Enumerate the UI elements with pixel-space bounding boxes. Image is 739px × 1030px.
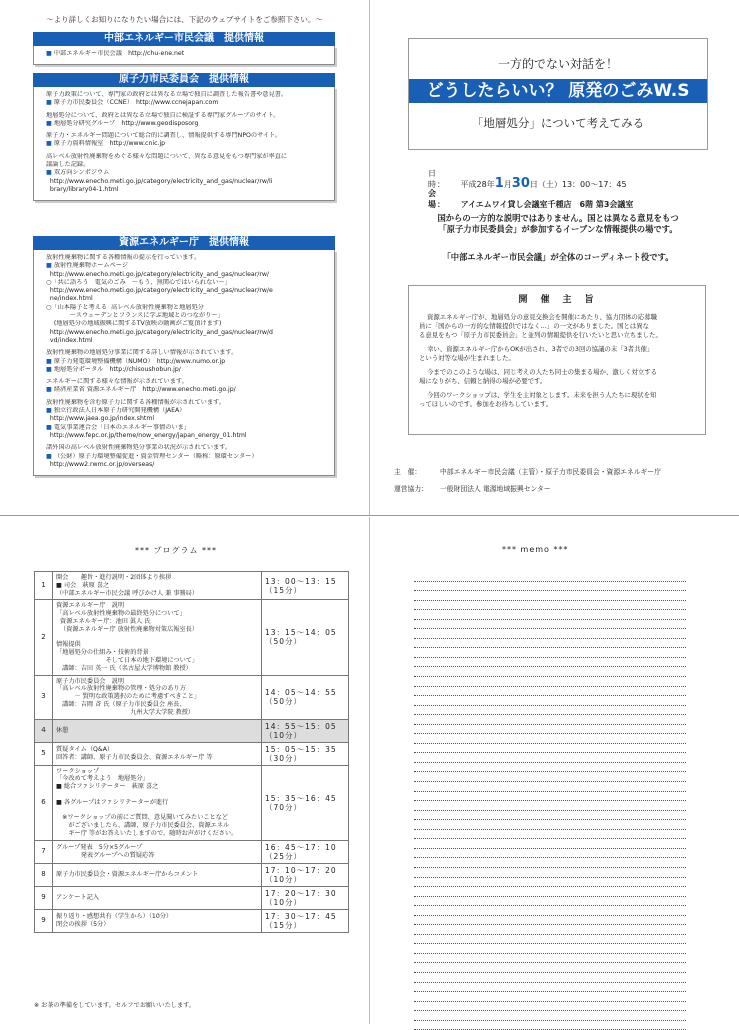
time-range: 13：00～13：15: [265, 576, 337, 586]
info-section-ccne: [33, 73, 335, 201]
memo-line: [414, 715, 686, 725]
program-row: [35, 600, 349, 675]
program-line: 回答者：講師、原子力市民委員会、資源エネルギー庁 等: [56, 753, 213, 761]
purpose-paragraph: 今までのこのような場は、同じ考えの人たち同士の集まる場か、激しく対立する 場になりがち、信頼と納得の場が必要です。: [419, 368, 658, 385]
program-row: [35, 863, 349, 886]
duration: （50分）: [265, 697, 303, 707]
memo-line: [414, 782, 686, 792]
resource-link: ■ 独立行政法人日本原子力研究開発機構（JAEA）: [46, 407, 326, 415]
memo-line: [414, 839, 686, 849]
program-line: ギー庁 等がお答えいたしますので、随時お声がけください。: [56, 829, 238, 837]
resource-link: ■ 放射性廃棄物ホームページ: [46, 262, 326, 270]
memo-line: [414, 763, 686, 773]
duration: （50分）: [265, 637, 303, 647]
program-line: がございましたら、講師、原子力市民委員会、資源エネル: [56, 822, 230, 830]
memo-line: [414, 658, 686, 668]
memo-line: [414, 687, 686, 697]
memo-line: [414, 906, 686, 916]
time-range: 15：35～16：45: [265, 793, 337, 803]
program-line: ■ 司会 萩原 喜之: [56, 581, 110, 589]
info-line: http://www2.rwmc.or.jp/overseas/: [46, 460, 155, 468]
info-line: http://www.enecho.meti.go.jp/category/electricity_and_gas/nuclear/rw/: [46, 270, 270, 278]
resource-link: ■ （公財）原子力環境整備促進・資金管理センター（略称：原環センター）: [46, 453, 326, 461]
info-line: http://www.enecho.meti.go.jp/category/electricity_and_gas/nuclear/rw/d: [46, 328, 273, 336]
info-line: brary/library04-1.html: [46, 185, 119, 193]
memo-line: [414, 572, 686, 582]
program-line: [56, 634, 258, 642]
memo-line: [414, 858, 686, 868]
duration: （10分）: [265, 897, 303, 907]
info-section-chubu: [33, 32, 335, 65]
memo-line: [414, 811, 686, 821]
fold-line: [369, 517, 370, 1024]
program-number: 9: [35, 909, 53, 932]
info-line: 原子力・エネルギー問題について総合的に調査し、情報提供する専門NPOのサイト。: [46, 132, 281, 140]
event-subtitle: 「地層処分」について考えてみる: [471, 116, 645, 130]
program-row: [35, 742, 349, 765]
program-line: グループ発表 5分×5グループ: [56, 843, 143, 851]
duration: （15分）: [265, 585, 303, 595]
duration: （15分）: [265, 920, 303, 930]
info-line: ○「共に語ろう 電気のごみ ～もう、無関心ではいられない～」: [46, 278, 231, 286]
program-number: 1: [35, 572, 53, 600]
info-line: 原子力政策について、専門家の政府とは異なる立場で独自に調査した報告書や意見書。: [46, 91, 288, 98]
time-range: 16：45～17：10: [265, 842, 337, 852]
program-number: 2: [35, 600, 53, 675]
program-content: [53, 863, 262, 886]
program-content: [53, 675, 262, 719]
program-number: 7: [35, 840, 53, 863]
purpose-box: [408, 285, 706, 435]
program-line: （中部エネルギー市民会議 呼びかけ人 兼 事務局）: [56, 589, 199, 597]
memo-line: [414, 849, 686, 859]
program-time: [262, 719, 349, 742]
program-time: [262, 600, 349, 675]
purpose-heading: 開 催 主 旨: [518, 295, 596, 305]
program-row: [35, 909, 349, 932]
purpose-paragraph: 幸い、資源エネルギー庁からOKが出され、3者での3回の協議の末「3者共催」 という対等な場が生まれました。: [419, 345, 654, 362]
program-line: 九州大学大学院 教授）: [56, 708, 195, 716]
duration: （70分）: [265, 802, 303, 812]
memo-line: [414, 706, 686, 716]
event-title-box: [408, 38, 708, 150]
memo-line: [414, 963, 686, 973]
memo-line: [414, 1011, 686, 1021]
memo-lines: [414, 572, 686, 1030]
info-line: http://www.enecho.meti.go.jp/category/electricity_and_gas/nuclear/rw/e: [46, 287, 273, 295]
time-range: 17：20～17：30: [265, 888, 337, 898]
info-line: http://www.jaea.go.jp/index.shtml: [46, 415, 155, 423]
cooperation: 運営協力： 一般財団法人 電源地域振興センター: [394, 485, 551, 493]
info-line: 放射性廃棄物を含む原子力に関する各種情報が示されています。: [46, 398, 225, 406]
info-line: http://www.fepc.or.jp/theme/now_energy/japan_energy_01.html: [46, 431, 247, 439]
memo-line: [414, 744, 686, 754]
program-line: ※ワークショップの前にご質問、意見聞いてみたいことなど: [56, 814, 229, 822]
program-number: 3: [35, 675, 53, 719]
program-row: [35, 572, 349, 600]
event-venue: 会 場： アイエムワイ貸し会議室千種店 6階 第3会議室: [428, 189, 634, 209]
program-line: 講師：吉岡 斉 氏（原子力市民委員会 座長、: [56, 700, 186, 708]
footnote: ※ お茶の準備をしています。セルフでお願いいたします。: [34, 1002, 196, 1009]
section-title: 原子力市民委員会 提供情報: [33, 73, 335, 87]
program-row: [35, 765, 349, 840]
section-body: [33, 250, 335, 476]
program-line: 講師：吉田 英一 氏（名古屋大学博物館 教授）: [56, 664, 192, 672]
resource-link: ■ 原子力資料情報室 http://www.cnic.jp: [46, 140, 326, 148]
section-title: 中部エネルギー市民会議 提供情報: [33, 32, 335, 46]
time-range: 17：10～17：20: [265, 865, 337, 875]
resource-link: ■ 地層処分ポータル http://chisoushobun.jp/: [46, 366, 326, 374]
memo-line: [414, 667, 686, 677]
program-line: 開会 趣旨・進行説明・2団体より挨拶: [56, 574, 172, 581]
info-line: ○「山本陽子と考える 高レベル放射性廃棄物と地層処分: [46, 303, 204, 311]
time-range: 17：30～17：45: [265, 911, 337, 921]
event-date: 日 時： 平成28年1月30日（土）13：00～17：45: [428, 169, 627, 191]
organizers: 主 催： 中部エネルギー市民会議（主管）・原子力市民委員会・資源エネルギー庁: [394, 468, 661, 476]
duration: （25分）: [265, 851, 303, 861]
memo-line: [414, 1002, 686, 1012]
memo-line: [414, 734, 686, 744]
memo-line: [414, 792, 686, 802]
memo-line: [414, 820, 686, 830]
program-line: ■ 総合ファシリテーター 萩原 喜之: [56, 783, 159, 791]
info-line: 放射性廃棄物に関する各種情報の提示を行っています。: [46, 254, 201, 261]
memo-line: [414, 648, 686, 658]
memo-line: [414, 620, 686, 630]
program-row: [35, 840, 349, 863]
duration: （10分）: [265, 730, 303, 740]
program-content: [53, 572, 262, 600]
memo-line: [414, 1021, 686, 1030]
fold-line: [369, 0, 370, 515]
memo-line: [414, 992, 686, 1002]
info-line: (地層処分の地域振興に関するTV放映の動画がご覧頂けます): [46, 320, 222, 328]
program-line: 「今改めて考えよう 地層処分」: [56, 775, 149, 783]
event-title: どうしたらいい？ 原発のごみW.S: [409, 79, 707, 103]
program-number: 5: [35, 742, 53, 765]
time-range: 14：55～15：05: [265, 721, 337, 731]
memo-line: [414, 916, 686, 926]
section-body: [33, 46, 335, 65]
memo-line: [414, 677, 686, 687]
memo-line: [414, 935, 686, 945]
memo-line: [414, 801, 686, 811]
memo-line: [414, 944, 686, 954]
intro-text: ～より詳しくお知りになりたい場合には、下記のウェブサイトをご参照下さい。～: [46, 15, 323, 24]
program-number: 8: [35, 863, 53, 886]
program-time: [262, 765, 349, 840]
info-line: 放射性廃棄物の地層処分事業に関する詳しい情報が示されています。: [46, 349, 238, 357]
program-line: 情報提供: [56, 641, 81, 649]
memo-line: [414, 887, 686, 897]
program-line: 原子力市民委員会・資源エネルギー庁からコメント: [56, 870, 199, 878]
program-line: 振り返り・感想共有（学生から）（10分）: [56, 912, 173, 920]
memo-line: [414, 868, 686, 878]
memo-line: [414, 772, 686, 782]
program-number: 4: [35, 719, 53, 742]
memo-line: [414, 629, 686, 639]
program-time: [262, 886, 349, 909]
resource-link: ■ 経済産業省 資源エネルギー庁 http://www.enecho.meti.go.jp/: [46, 386, 326, 394]
program-number: 6: [35, 765, 53, 840]
program-time: [262, 909, 349, 932]
purpose-paragraph: 今回のワークショップは、学生を主対象とします。未来を担う人たちに現状を知 ってほしいのです。参加をお待ちしています。: [419, 391, 657, 408]
section-title: 資源エネルギー庁 提供情報: [33, 236, 335, 250]
memo-line: [414, 925, 686, 935]
program-content: [53, 840, 262, 863]
program-time: [262, 863, 349, 886]
resource-link: ■ 電気事業連合会「日本のエネルギー事情のいま」: [46, 424, 326, 432]
lead-text: 国からの一方的な説明ではありません。国とは異なる意見をもつ 「原子力市民委員会」が参加するイーブンな情報提供の場です。: [437, 213, 679, 234]
info-line: 諸外国の高レベル放射性廃棄物処分事業の状況が示されています。: [46, 444, 232, 452]
memo-line: [414, 973, 686, 983]
program-line: 休憩: [56, 726, 69, 734]
coordinator-text: 「中部エネルギー市民会議」が全体のコーディネート役です。: [442, 252, 674, 262]
info-section-enecho: [33, 236, 335, 476]
memo-line: [414, 582, 686, 592]
catch-copy: 一方的でない対話を！: [497, 57, 618, 71]
program-table: [34, 571, 349, 933]
program-number: 9: [35, 886, 53, 909]
program-line: 資源エネルギー庁：池田 眞人 氏: [56, 617, 151, 625]
program-line: ■ 各グループはファシリテーターが進行: [56, 798, 169, 806]
program-row: [35, 719, 349, 742]
info-line: 議論した記録。: [46, 161, 90, 169]
info-line: 高レベル放射性廃棄物をめぐる様々な問題について、異なる意見をもつ専門家が率直に: [46, 152, 288, 160]
memo-line: [414, 696, 686, 706]
resource-link: ■ 地層処分研究グループ http://www.geodisposorg: [46, 120, 326, 128]
memo-line: [414, 753, 686, 763]
program-line: 「高レベル放射性廃棄物の最終処分について」: [56, 610, 186, 618]
memo-line: [414, 591, 686, 601]
program-content: [53, 600, 262, 675]
program-line: 発表グループへの質疑応答: [56, 851, 155, 859]
program-line: 資源エネルギー庁 説明: [56, 602, 125, 610]
program-line: （資源エネルギー庁 放射性廃棄物対策広報室長）: [56, 625, 199, 633]
info-line: http://www.enecho.meti.go.jp/category/electricity_and_gas/nuclear/rw/li: [46, 177, 273, 185]
program-time: [262, 840, 349, 863]
info-line: 地層処分について、政府とは異なる立場で独自に検証する専門家グループのサイト。: [46, 111, 280, 119]
memo-heading: *** memo ***: [502, 545, 569, 554]
program-line: 「地層処分の仕組み・技術的背景: [56, 649, 149, 657]
program-content: [53, 909, 262, 932]
time-range: 14：05～14：55: [265, 688, 337, 698]
memo-line: [414, 878, 686, 888]
program-time: [262, 572, 349, 600]
memo-line: [414, 725, 686, 735]
program-line: 原子力市民委員会 説明: [56, 677, 125, 685]
program-line: [56, 791, 258, 799]
program-line: ワークショップ: [56, 767, 100, 775]
memo-line: [414, 954, 686, 964]
resource-link: ■ 中部エネルギー市民会議 http://chu-ene.net: [46, 50, 326, 58]
duration: （10分）: [265, 874, 303, 884]
program-line: 「高レベル放射性廃棄物の管理・処分のあり方: [56, 685, 186, 693]
resource-link: ■ 双方向シンポジウム: [46, 169, 326, 177]
memo-line: [414, 610, 686, 620]
section-body: [33, 87, 335, 201]
program-line: 質疑タイム（Q&A）: [56, 745, 114, 753]
duration: （30分）: [265, 753, 303, 763]
program-line: 閉会の挨拶（5分）: [56, 920, 110, 928]
memo-line: [414, 639, 686, 649]
program-row: [35, 886, 349, 909]
program-content: [53, 765, 262, 840]
program-time: [262, 742, 349, 765]
info-line: ne/index.html: [46, 295, 93, 303]
info-line: vd/index.html: [46, 336, 93, 344]
memo-line: [414, 983, 686, 993]
memo-line: [414, 601, 686, 611]
program-row: [35, 675, 349, 719]
program-content: [53, 886, 262, 909]
info-line: エネルギーに関する様々な情報が示されています。: [46, 378, 188, 386]
program-heading: *** プログラム ***: [135, 546, 218, 555]
program-line: そして日本の地下環境について」: [56, 656, 199, 664]
time-range: 13：15～14：05: [265, 628, 337, 638]
program-content: [53, 742, 262, 765]
program-line: アンケート記入: [56, 893, 99, 901]
info-line: ～スウェーデンとフランスに学ぶ地域とのつながり～」: [46, 312, 224, 320]
purpose-paragraph: 資源エネルギー庁が、地層処分の意見交換会を開催にあたり、協力団体の応募職 員に「国からの一方的な情報提供ではなく…」の一文がありました。国とは異な る意見をもつ「原子力市民委員会」と並列の情報提供を行いたいと思い立ちました。: [419, 313, 662, 339]
program-line: － 賢明な政策選択のために考慮すべきこと」: [56, 693, 201, 701]
program-content: [53, 719, 262, 742]
resource-link: ■ 原子力市民委員会（CCNE） http://www.ccnejapan.com: [46, 99, 326, 107]
program-time: [262, 675, 349, 719]
memo-line: [414, 830, 686, 840]
resource-link: ■ 原子力発電環境整備機構（NUMO） http://www.numo.or.jp: [46, 358, 326, 366]
memo-line: [414, 897, 686, 907]
time-range: 15：05～15：35: [265, 744, 337, 754]
